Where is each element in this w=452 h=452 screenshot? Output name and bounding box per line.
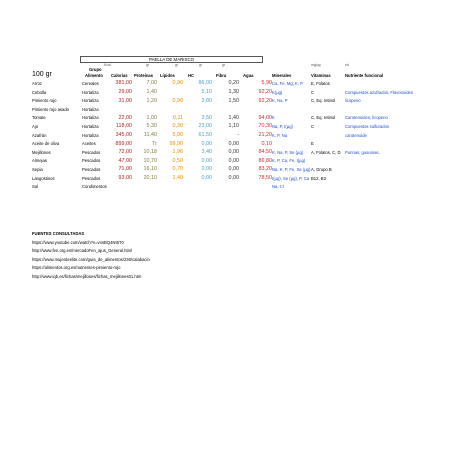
cell-fibra: 0,00 xyxy=(228,140,239,147)
cell-lipidos: 0,30 xyxy=(172,123,183,130)
cell-proteinas: 16,10 xyxy=(143,166,157,173)
cell-calorias: 31,00 xyxy=(118,97,132,104)
cell-vitaminas: C, Eq. retinol xyxy=(311,98,336,104)
cell-hc: 86,00 xyxy=(198,80,212,87)
cell-nutriente: Carotenoides, licopeno xyxy=(345,115,388,121)
cell-minerales: K, P, Ca, Fe, I(µg) xyxy=(272,158,306,164)
cell-minerales: I(µg), Se (µg), P, Ca xyxy=(272,175,310,181)
source-link[interactable]: https://www.youtube.com/watch?v=vnsBQ4Nt6T0 xyxy=(32,240,124,245)
cell-lipidos: 0,90 xyxy=(172,97,183,104)
cell-proteinas: 5,30 xyxy=(146,123,157,130)
cell-group: Hortaliza xyxy=(82,98,99,104)
cell-calorias: 22,00 xyxy=(118,114,132,121)
cell-minerales: K, Na, P, Se (µg) xyxy=(272,149,304,155)
cell-group: Condimentos xyxy=(82,184,107,190)
cell-nutriente: licopeno xyxy=(345,98,361,104)
cell-hc: 0,00 xyxy=(201,157,212,164)
table-row xyxy=(0,134,452,142)
cell-fibra: 0,20 xyxy=(228,80,239,87)
cell-calorias: 381,00 xyxy=(115,80,132,87)
cell-hc: 3,40 xyxy=(201,149,212,156)
cell-vitaminas: E, Folatos xyxy=(311,81,330,86)
cell-hc: 5,10 xyxy=(201,89,212,95)
header-grupo: Grupo xyxy=(89,67,102,72)
table-row xyxy=(0,82,452,90)
cell-vitaminas: C, Eq. retinol xyxy=(311,115,336,121)
cell-group: Pescados xyxy=(82,149,101,155)
header-minerales: Minerales xyxy=(272,73,292,78)
cell-vitaminas: B12, B3 xyxy=(311,175,326,181)
cell-calorias: 899,00 xyxy=(115,140,132,147)
table-row xyxy=(0,185,452,193)
cell-fibra: 0,00 xyxy=(228,175,239,181)
header-calorias: Calorías xyxy=(111,73,128,78)
cell-lipidos: 99,90 xyxy=(169,140,183,147)
cell-fibra: 1,50 xyxy=(228,97,239,104)
cell-group: Pescados xyxy=(82,167,101,172)
header-proteinas: Proteinas xyxy=(134,73,154,78)
cell-nutriente: Compuestos azufrados, Flavonoides xyxy=(345,89,413,95)
cell-hc: 3,50 xyxy=(201,114,212,121)
cell-group: Aceites xyxy=(82,141,96,147)
cell-proteinas: Tr xyxy=(152,140,157,147)
cell-minerales-num: 78,50 xyxy=(258,175,272,181)
cell-food: Azafrán xyxy=(32,132,47,138)
cell-proteinas: 20,10 xyxy=(143,175,157,181)
table-row xyxy=(0,177,452,185)
table-title: PAELLA DE MARISCO xyxy=(148,57,195,62)
cell-calorias: 345,00 xyxy=(115,132,132,138)
cell-calorias: 71,00 xyxy=(118,166,132,173)
unit-lipidos: gr xyxy=(175,63,179,67)
cell-vitaminas: A, Folatos, C, D xyxy=(311,149,341,155)
table-row xyxy=(0,159,452,167)
cell-food: Cebolla xyxy=(32,89,47,95)
cell-group: Hortaliza xyxy=(82,132,99,138)
cell-minerales-num: 70,30 xyxy=(258,123,272,130)
cell-food: Langostinos xyxy=(32,175,55,181)
cell-minerales: K, Na, P xyxy=(272,98,288,104)
cell-proteinas: 7,00 xyxy=(146,80,157,87)
cell-nutriente: carotenoide xyxy=(345,132,367,138)
table-row xyxy=(0,99,452,107)
cell-lipidos: 0,50 xyxy=(172,157,183,164)
source-link[interactable]: https://alimentos.org.es/nutrientes-pimiento-rojo xyxy=(32,265,121,271)
cell-lipidos: 0,90 xyxy=(172,80,183,87)
cell-hc: 0,00 xyxy=(201,140,212,147)
cell-minerales-num: 83,20 xyxy=(258,166,272,173)
cell-food: Pimiento rojo asado xyxy=(32,106,70,112)
header-vitaminas: Vitaminas xyxy=(311,73,331,78)
header-fibra: Fibra xyxy=(216,73,227,78)
cell-minerales-num: 92,20 xyxy=(258,89,272,95)
cell-group: Hortaliza xyxy=(82,115,99,121)
unit-label: 100 gr xyxy=(32,71,52,78)
cell-calorias: 118,00 xyxy=(115,123,132,130)
cell-nutriente: Purinas, guaninas, xyxy=(345,149,380,155)
table-row xyxy=(0,91,452,99)
cell-lipidos: 0,11 xyxy=(172,114,183,121)
unit-proteinas: gr xyxy=(146,63,150,67)
cell-hc: 0,00 xyxy=(201,175,212,181)
cell-proteinas: 1,20 xyxy=(146,97,157,104)
cell-group: Pescados xyxy=(82,158,101,164)
cell-minerales: K, P, Na xyxy=(272,132,288,138)
unit-kcal: Kcal xyxy=(104,63,111,67)
cell-group: Hortaliza xyxy=(82,124,99,129)
cell-vitaminas: E xyxy=(311,141,314,147)
cell-food: Sal xyxy=(32,184,39,190)
cell-fibra: 0,00 xyxy=(228,149,239,156)
cell-food: Aceite de oliva xyxy=(32,141,60,147)
table-title-box xyxy=(80,56,263,63)
table-row xyxy=(0,125,452,133)
cell-minerales-num: 94,00 xyxy=(258,114,272,121)
cell-calorias: 72,00 xyxy=(118,149,132,156)
unit-nutriente: nd xyxy=(345,63,349,67)
cell-food: Almejas xyxy=(32,158,47,164)
cell-food: Arroz xyxy=(32,81,43,86)
cell-food: Tomate xyxy=(32,115,46,121)
cell-calorias: 93,00 xyxy=(118,175,132,181)
sources-heading: FUENTES CONSULTADAS xyxy=(32,231,85,236)
cell-group: Hortaliza xyxy=(82,89,99,95)
source-link[interactable]: http://www.iqb.es/fichas/mejillones/fichas_mejillones01.htm xyxy=(32,273,142,279)
cell-group: Cereales xyxy=(82,81,99,86)
cell-food: Sepia xyxy=(32,167,43,172)
cell-calorias: 29,00 xyxy=(118,89,132,95)
cell-minerales: Na, Cl xyxy=(272,184,284,190)
table-row xyxy=(0,142,452,150)
header-nutriente: Nutriente funcional xyxy=(345,73,384,78)
cell-hc: 61,50 xyxy=(198,132,212,138)
cell-food: Pimiento rojo xyxy=(32,98,57,104)
cell-minerales: Na, P, I(µg) xyxy=(272,124,293,129)
header-alimento: Alimento xyxy=(85,73,103,78)
cell-hc: 23,00 xyxy=(198,123,212,130)
cell-lipidos: 5,90 xyxy=(172,132,183,138)
cell-minerales-num: 92,20 xyxy=(258,97,272,104)
cell-vitaminas: C xyxy=(311,124,315,129)
cell-minerales-num: 84,50 xyxy=(258,149,272,156)
cell-minerales: K(µg) xyxy=(272,89,283,95)
cell-minerales-num: 86,80 xyxy=(258,157,272,164)
table-row xyxy=(0,151,452,159)
cell-fibra: 1,40 xyxy=(228,114,239,121)
cell-minerales-num: 0,10 xyxy=(261,140,272,147)
cell-group: Pescados xyxy=(82,175,101,181)
cell-lipidos: 0,70 xyxy=(172,166,183,173)
cell-vitaminas: A, Grupo B xyxy=(311,167,332,172)
cell-hc: 0,00 xyxy=(201,166,212,173)
header-lipidos: Lípidos xyxy=(160,73,175,78)
cell-proteinas: 10,18 xyxy=(143,149,157,156)
unit-vitaminas: mg/µg xyxy=(311,63,321,67)
cell-minerales: Ca, Fe, Mg, K, P xyxy=(272,81,303,86)
unit-hc: gr xyxy=(199,63,203,67)
cell-proteinas: 1,40 xyxy=(146,89,157,95)
cell-proteinas: 11,40 xyxy=(143,132,157,138)
cell-minerales-num: 5,90 xyxy=(261,80,272,87)
cell-fibra: 0,00 xyxy=(228,157,239,164)
unit-fibra: gr xyxy=(222,63,226,67)
cell-group: Hortaliza xyxy=(82,106,99,112)
cell-lipidos: 1,40 xyxy=(172,175,183,181)
cell-food: Ajo xyxy=(32,124,39,129)
cell-lipidos: 1,96 xyxy=(172,149,183,156)
cell-food: Mejillones xyxy=(32,149,51,155)
cell-fibra: 1,10 xyxy=(228,123,239,130)
cell-fibra: 1,30 xyxy=(228,89,239,95)
header-hc: HC xyxy=(188,73,195,78)
cell-vitaminas: C xyxy=(311,89,315,95)
cell-proteinas: 10,70 xyxy=(143,157,157,164)
cell-nutriente: Compuestos sulfurados xyxy=(345,124,389,129)
cell-calorias: 47,00 xyxy=(118,157,132,164)
source-link[interactable]: https://www.mujerdeelite.com/guia_de_alimentos/236/calabacin xyxy=(32,256,150,262)
table-row xyxy=(0,168,452,176)
cell-proteinas: 1,00 xyxy=(146,114,157,121)
cell-fibra: - xyxy=(237,132,239,138)
cell-fibra: 0,00 xyxy=(228,166,239,173)
cell-hc: 3,80 xyxy=(201,97,212,104)
cell-minerales: Na, K, P, Fe, Se (µg) xyxy=(272,167,311,172)
source-link[interactable]: http://www.fen.org.es/mercadoFen_ajus_General.html xyxy=(32,248,133,254)
cell-minerales-num: 21,20 xyxy=(258,132,272,138)
cell-minerales: K xyxy=(272,115,275,121)
header-agua: Agua xyxy=(243,73,254,78)
